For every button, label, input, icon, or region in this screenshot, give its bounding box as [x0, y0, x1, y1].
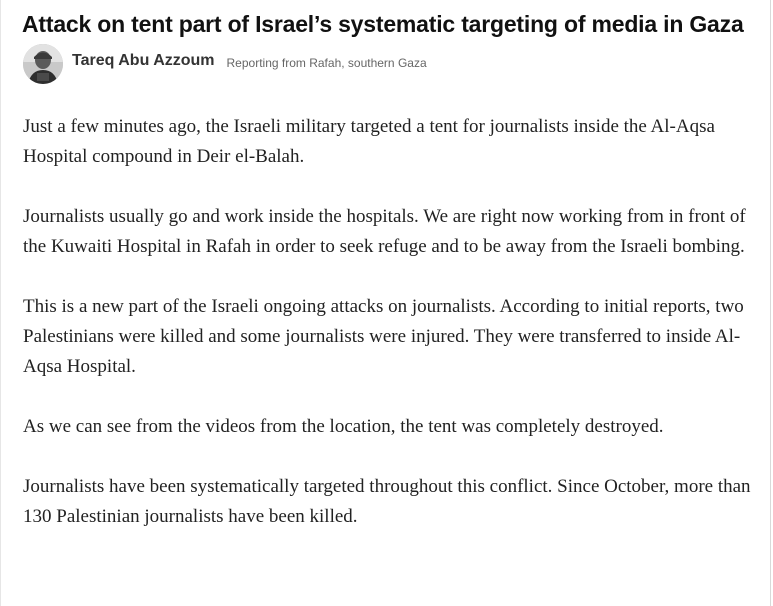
author-location: Reporting from Rafah, southern Gaza [226, 56, 427, 70]
paragraph: Just a few minutes ago, the Israeli military targeted a tent for journalists inside the Al-Aqsa Hospital compound in Deir el-Balah. [23, 116, 715, 167]
paragraph: Journalists have been systematically targeted throughout this conflict. Since October, more than 130 Palestinian journalists have been killed. [23, 476, 751, 527]
paragraph: This is a new part of the Israeli ongoing attacks on journalists. According to initial reports, two Palestinians were killed and some journalists were injured. They were transferred to inside Al-Aqsa Hospital. [23, 296, 744, 377]
author-avatar[interactable] [23, 44, 63, 84]
byline [23, 44, 427, 84]
article-headline: Attack on tent part of Israel’s systematic targeting of media in Gaza [22, 11, 744, 37]
paragraph: Journalists usually go and work inside the hospitals. We are right now working from in front of the Kuwaiti Hospital in Rafah in order to seek refuge and to be away from the Israeli bombing. [23, 206, 746, 257]
author-name[interactable]: Tareq Abu Azzoum [72, 52, 215, 69]
article-body [23, 112, 758, 562]
author-photo-icon [23, 44, 63, 84]
paragraph: As we can see from the videos from the location, the tent was completely destroyed. [23, 416, 664, 437]
